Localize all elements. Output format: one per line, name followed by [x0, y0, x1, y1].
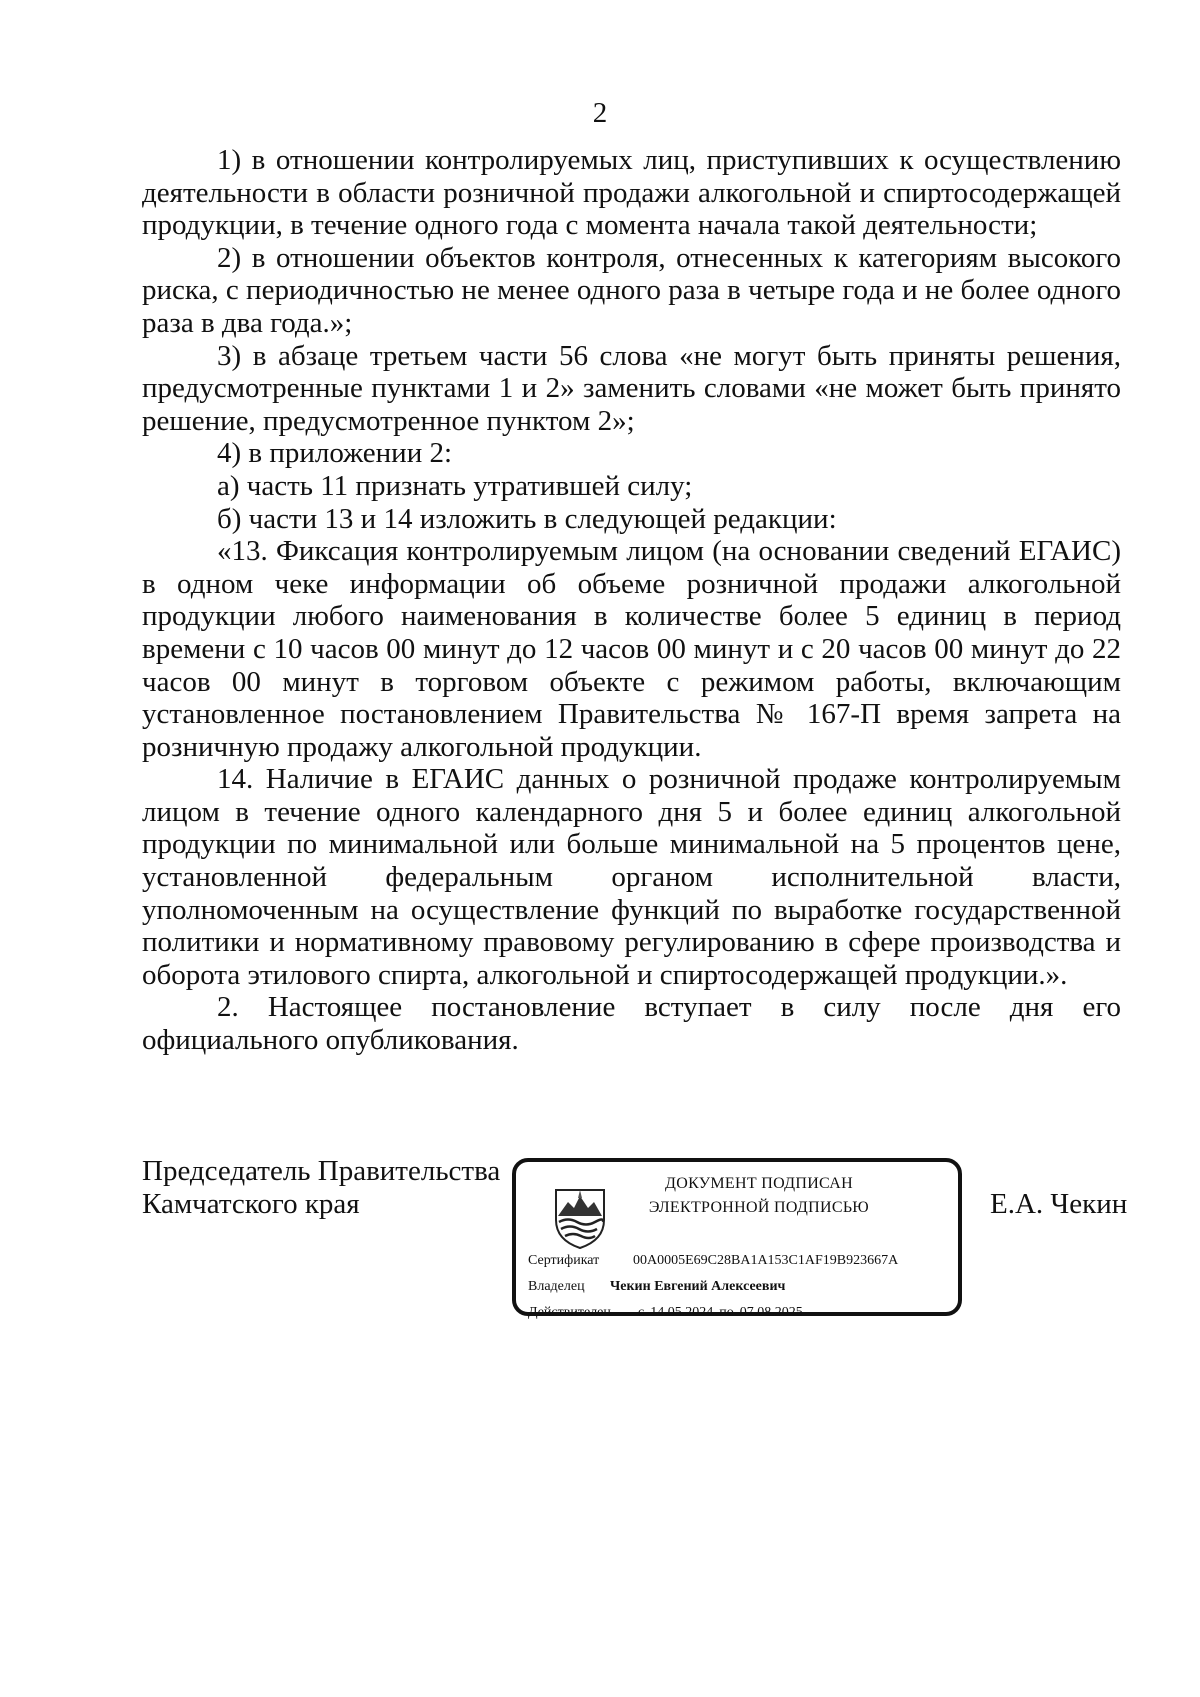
valid-to-prefix: по — [719, 1305, 734, 1320]
paragraph-clause-13: «13. Фиксация контролируемым лицом (на основании сведений ЕГАИС) в одном чеке информации об объеме розничной продажи алкогольной продукции любого наименования в количестве более 5 единиц в период времени с 10 часов 00 минут до 12 часов 00 минут и с 20 часов 00 минут до 22 часов 00 минут в торговом объекте с режимом работы, включающим установленное постановлением Правительства № 167-П время запрета на розничную продажу алкогольной продукции. — [142, 535, 1121, 763]
stamp-title — [634, 1172, 884, 1220]
owner-label: Владелец — [528, 1279, 585, 1294]
paragraph-item-2: 2) в отношении объектов контроля, отнесенных к категориям высокого риска, с периодичностью не менее одного раза в четыре года и не более одного раза в два года.»; — [142, 241, 1121, 339]
stamp-title-line-1: ДОКУМЕНТ ПОДПИСАН — [665, 1175, 853, 1192]
paragraph-subitem-a: а) часть 11 признать утратившей силу; — [217, 469, 693, 502]
signatory-position — [142, 1155, 500, 1221]
certificate-value: 00A0005E69C28BA1A153C1AF19B923667A — [633, 1253, 899, 1268]
paragraph-item-4: 4) в приложении 2: — [217, 437, 453, 470]
signatory-name: Е.А. Чекин — [990, 1188, 1128, 1220]
valid-to-date: 07.08.2025 — [739, 1305, 803, 1320]
valid-label: Действителен — [528, 1305, 611, 1320]
paragraph-item-1: 1) в отношении контролируемых лиц, приступивших к осуществлению деятельности в области розничной продажи алкогольной и спиртосодержащей продукции, в течение одного года с момента начала такой деятельности; — [142, 144, 1121, 242]
document-body — [142, 144, 1121, 1057]
signatory-position-line-1: Председатель Правительства — [142, 1155, 501, 1187]
signatory-position-line-2: Камчатского края — [142, 1188, 360, 1220]
stamp-owner-row — [528, 1278, 785, 1296]
paragraph-effective-date: 2. Настоящее постановление вступает в силу после дня его официального опубликования. — [142, 991, 1121, 1057]
paragraph-clause-14: 14. Наличие в ЕГАИС данных о розничной продаже контролируемым лицом в течение одного календарного дня 5 и более единиц алкогольной продукции по минимальной или больше минимальной на 5 процентов цене, установленной федеральным органом исполнительной власти, уполномоченным на осуществление функций по выработке государственной политики и нормативному правовому регулированию в сфере производства и оборота этилового спирта, алкогольной и спиртосодержащей продукции.». — [142, 763, 1121, 991]
kamchatka-coat-of-arms-icon — [552, 1186, 608, 1250]
owner-value: Чекин Евгений Алексеевич — [610, 1279, 786, 1294]
paragraph-subitem-b: б) части 13 и 14 изложить в следующей редакции: — [217, 502, 837, 535]
stamp-title-line-2: ЭЛЕКТРОННОЙ ПОДПИСЬЮ — [648, 1199, 870, 1216]
valid-from-date: 14.05.2024 — [650, 1305, 714, 1320]
paragraph-item-3: 3) в абзаце третьем части 56 слова «не могут быть приняты решения, предусмотренные пунктами 1 и 2» заменить словами «не может быть принято решение, предусмотренное пунктом 2»; — [142, 339, 1121, 437]
stamp-certificate-row — [528, 1252, 898, 1270]
valid-from-prefix: с — [638, 1305, 645, 1320]
electronic-signature-stamp — [512, 1158, 962, 1320]
page-number: 2 — [592, 97, 608, 129]
certificate-label: Сертификат — [528, 1253, 600, 1268]
stamp-validity-row — [528, 1304, 803, 1322]
